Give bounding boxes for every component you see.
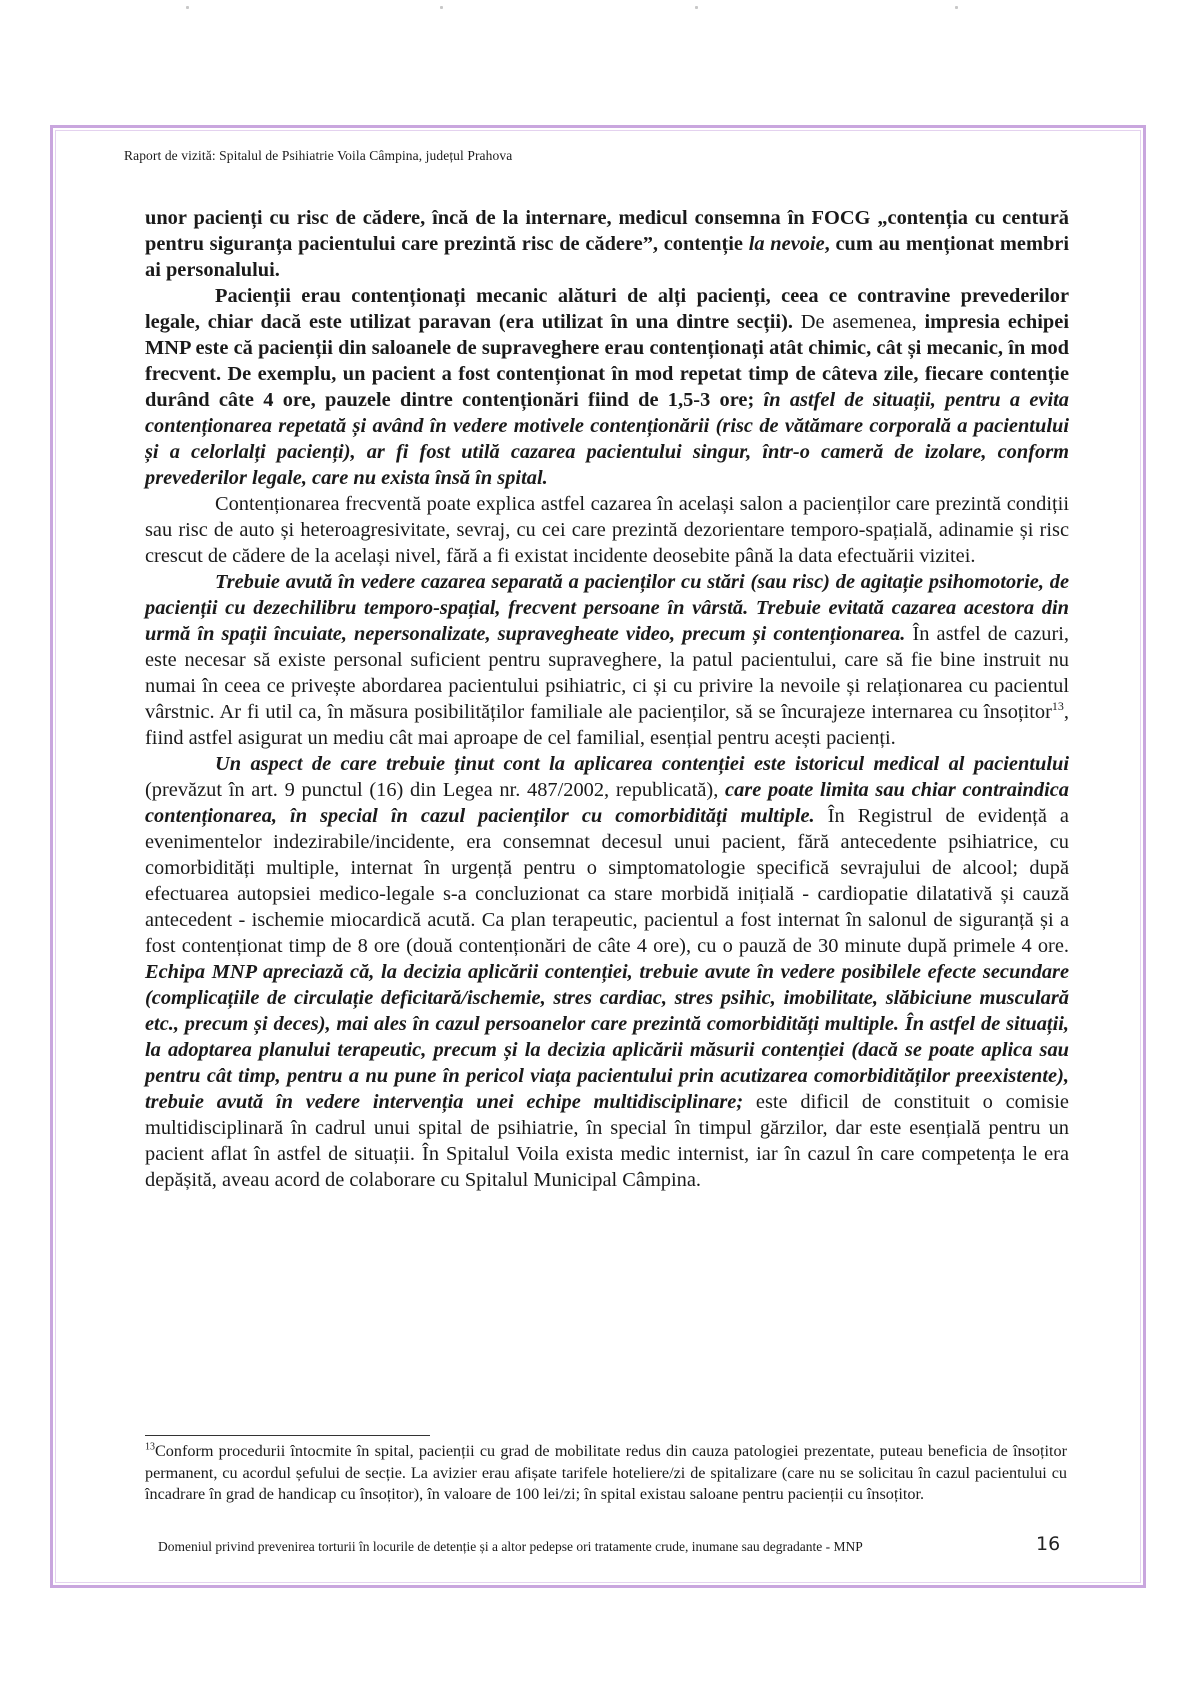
p2-normal: De asemenea,: [792, 311, 925, 333]
p4-normal: În astfel de cazuri, este necesar să existe personal suficient pentru supraveghere, la patul pacientului, care să fie bine instruit nu numai în ceea ce privește abordarea pacientului psihiatric, ci și cu privire la nevoile și relaționarea cu pacientul vârstnic. Ar fi util ca, în măsura posibilităților familiale ale pacienților, să se încurajeze internarea cu însoțitor: [145, 623, 1069, 723]
p1-bold: unor pacienți cu risc de cădere, încă de la internare, medicul consemna în FOCG „contenția cu centură pentru siguranța pacientului care prezintă risc de cădere”, contenție: [145, 207, 1069, 255]
p5-normal-2: În Registrul de evidență a evenimentelor indezirabile/incidente, era consemnat decesul unui pacient, fără antecedente psihiatrice, cu comorbidități multiple, internat în urgență pentru o simptomatologie specifică sevrajului de alcool; după efectuarea autopsiei medico-legale s-a concluzionat ca stare morbidă inițială - cardiopatie dilatativă și cauză antecedent - ischemie miocardică acută. Ca plan terapeutic, pacientul a fost internat în salonul de siguranță și a fost contenționat timp de 8 ore (două contenționări de câte 4 ore), cu o pauză de 30 minute după primele 4 ore.: [145, 805, 1069, 957]
page-footer: Domeniul privind prevenirea torturii în locurile de detenție și a altor pedepse ori tratamente crude, inumane sau degradante - MNP: [158, 1539, 863, 1554]
paragraph-3: [145, 491, 1069, 569]
paragraph-4: [145, 569, 1069, 751]
page-number: 16: [1036, 1533, 1061, 1555]
footnote-text: Conform procedurii întocmite în spital, pacienții cu grad de mobilitate redus din cauza patologiei prezentate, puteau beneficia de însoțitor permanent, cu acordul șefului de secție. La avizier erau afișate tarifele hoteliere/zi de spitalizare (care nu se solicitau în cazul pacientului cu încadrare în grad de handicap cu însoțitor), în valoare de 100 lei/zi; în spital existau saloane pentru pacienții cu însoțitor.: [145, 1442, 1067, 1503]
running-header: Raport de vizită: Spitalul de Psihiatrie Voila Câmpina, județul Prahova: [124, 148, 513, 163]
p5-bold-italic: Un aspect de care trebuie ținut cont la aplicarea contenției este istoricul medical al pacientului: [215, 753, 1069, 775]
footnote-ref[interactable]: 13: [1051, 699, 1064, 714]
p4-bold-italic: Trebuie avută în vedere cazarea separată a pacienților cu stări (sau risc) de agitație psihomotorie, de pacienții cu dezechilibru temporo-spațial, frecvent persoane în vârstă. Trebuie evitată cazarea acestora din urmă în spații încuiate, nepersonalizate, supravegheate video, precum și contenționarea.: [145, 571, 1069, 645]
p2-bold: Pacienții erau contenționați mecanic alături de alți pacienți, ceea ce contravine prevederilor legale, chiar dacă este utilizat paravan (era utilizat în una dintre secții).: [145, 285, 1069, 333]
p2-bold-2: impresia echipei MNP este că pacienții din saloanele de supraveghere erau contenționați atât chimic, cât și mecanic, în mod frecvent. De exemplu, un pacient a fost contenționat în mod repetat timp de câteva zile, fiecare contenție durând câte 4 ore, pauzele dintre contenționări fiind de 1,5-3 ore;: [145, 311, 1069, 411]
p1-italic: la nevoie: [748, 233, 825, 255]
p1-bold-end: , cum au menționat membri ai personalului.: [145, 233, 1069, 281]
p3-normal: Contenționarea frecventă poate explica astfel cazarea în același salon a pacienților care prezintă condiții sau risc de auto și heteroagresivitate, sevraj, cu cei care prezintă dezorientare temporo-spațială, adinamie și risc crescut de cădere de la același nivel, fără a fi existat incidente deosebite până la data efectuării vizitei.: [145, 493, 1069, 567]
footnote-marker: 13: [145, 1441, 155, 1453]
p5-normal-3: este dificil de constituit o comisie multidisciplinară în cadrul unui spital de psihiatrie, în special în timpul gărzilor, dar este esențială pentru un pacient aflat în astfel de situații. În Spitalul Voila exista medic internist, iar în cazul în care competența le era depășită, aveau acord de colaborare cu Spitalul Municipal Câmpina.: [145, 1091, 1069, 1191]
p5-normal: (prevăzut în art. 9 punctul (16) din Legea nr. 487/2002, republicată),: [145, 779, 726, 801]
paragraph-5: [145, 751, 1069, 1193]
p5-bold-italic-3: Echipa MNP apreciază că, la decizia aplicării contenției, trebuie avute în vedere posibilele efecte secundare (complicațiile de circulație deficitară/ischemie, stres cardiac, stres psihic, imobilitate, slăbiciune musculară etc., precum și deces), mai ales în cazul persoanelor care prezintă comorbidități multiple. În astfel de situații, la adoptarea planului terapeutic, precum și la decizia aplicării măsurii contenției (dacă se poate aplica sau pentru cât timp, pentru a nu pune în pericol viața pacientului prin acutizarea comorbidităților preexistente), trebuie avută în vedere intervenția unei echipe multidisciplinare;: [145, 961, 1069, 1113]
paragraph-2: [145, 283, 1069, 491]
p4-normal-end: , fiind astfel asigurat un mediu cât mai aproape de cel familial, esențial pentru acești pacienți.: [145, 701, 1069, 749]
footnote-13: [145, 1441, 1067, 1506]
p2-bold-italic: în astfel de situații, pentru a evita contenționarea repetată și având în vedere motivele contenționării (risc de vătămare corporală a pacientului și a celorlalți pacienți), ar fi fost utilă cazarea pacientului singur, într-o cameră de izolare, conform prevederilor legale, care nu exista însă în spital.: [145, 389, 1069, 489]
footnote-separator: [145, 1435, 430, 1436]
body-text: [145, 205, 1069, 1193]
scan-marks: [0, 6, 1200, 10]
paragraph-1: [145, 205, 1069, 283]
p5-bold-italic-2: care poate limita sau chiar contraindica contenționarea, în special în cazul pacienților cu comorbidități multiple.: [145, 779, 1069, 827]
